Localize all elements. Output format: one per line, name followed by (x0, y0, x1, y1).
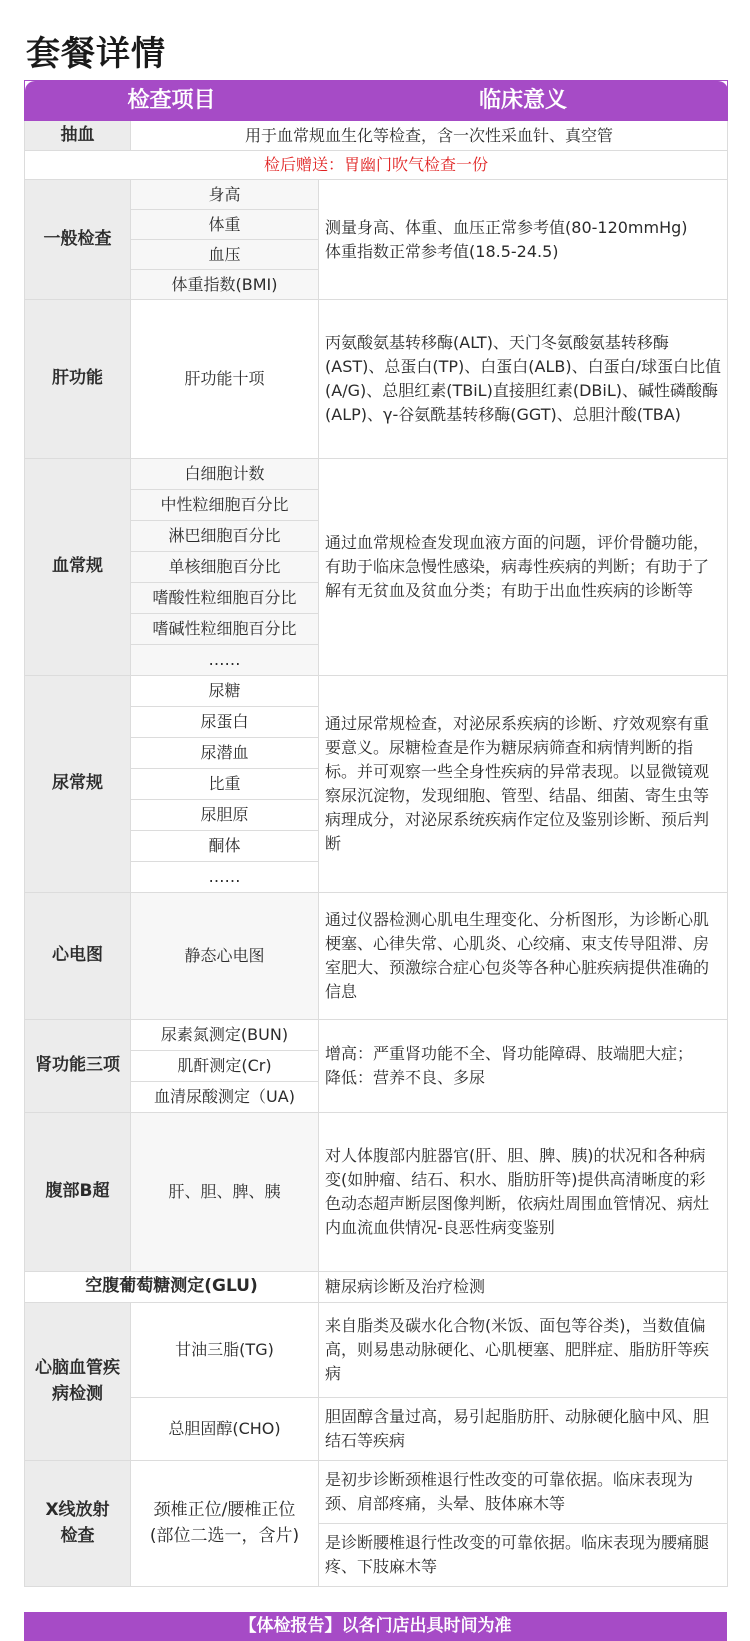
category-general: 一般检查 (25, 180, 131, 300)
desc-liver: 丙氨酸氨基转移酶(ALT)、天门冬氨酸氨基转移酶(AST)、总蛋白(TP)、白蛋白(ALB)、白蛋白/球蛋白比值(A/G)、总胆红素(TBiL)直接胆红素(DBiL)、碱性磷酸酶(ALP)、γ-谷氨酰基转移酶(GGT)、总胆汁酸(TBA) (319, 300, 728, 459)
item-blood-routine: 嗜碱性粒细胞百分比 (131, 614, 319, 645)
row-urine (25, 676, 728, 707)
row-kidney (25, 1020, 728, 1051)
category-urine: 尿常规 (25, 676, 131, 893)
row-ultrasound (25, 1113, 728, 1272)
item-ecg: 静态心电图 (131, 893, 319, 1020)
desc-blood-routine: 通过血常规检查发现血液方面的问题，评价骨髓功能，有助于临床急慢性感染，病毒性疾病的判断；有助于了解有无贫血及贫血分类；有助于出血性疾病的诊断等 (319, 459, 728, 676)
item-urine: 尿蛋白 (131, 707, 319, 738)
row-general (25, 180, 728, 210)
item-xray: 颈椎正位/腰椎正位 (部位二选一，含片) (131, 1461, 319, 1587)
row-blood-draw (25, 121, 728, 151)
item-blood-routine: 嗜酸性粒细胞百分比 (131, 583, 319, 614)
desc-ultrasound: 对人体腹部内脏器官(肝、胆、脾、胰)的状况和各种病变(如肿瘤、结石、积水、脂肪肝等)提供高清晰度的彩色动态超声断层图像判断，依病灶周围血管情况、病灶内血流血供情况-良恶性病变鉴别 (319, 1113, 728, 1272)
row-blood-routine (25, 459, 728, 490)
item-urine: 尿潜血 (131, 738, 319, 769)
desc-ecg: 通过仪器检测心肌电生理变化、分析图形，为诊断心肌梗塞、心律失常、心肌炎、心绞痛、束支传导阻滞、房室肥大、预激综合症心包炎等各种心脏疾病提供准确的信息 (319, 893, 728, 1020)
item-ultrasound: 肝、胆、脾、胰 (131, 1113, 319, 1272)
category-ecg: 心电图 (25, 893, 131, 1020)
gift-note: 检后赠送：胃幽门吹气检查一份 (25, 151, 728, 180)
item-cardio: 总胆固醇(CHO) (131, 1398, 319, 1461)
category-xray: X线放射检查 (25, 1461, 131, 1587)
item-kidney: 血清尿酸测定（UA) (131, 1082, 319, 1113)
row-gift (25, 151, 728, 180)
category-liver: 肝功能 (25, 300, 131, 459)
item-general: 血压 (131, 240, 319, 270)
row-cardio (25, 1303, 728, 1398)
desc-xray: 是初步诊断颈椎退行性改变的可靠依据。临床表现为颈、肩部疼痛，头晕、肢体麻木等 (319, 1461, 728, 1524)
item-blood-routine: 中性粒细胞百分比 (131, 490, 319, 521)
package-table (24, 80, 727, 1587)
row-xray (25, 1461, 728, 1524)
item-blood-routine: …… (131, 645, 319, 676)
item-urine: 尿胆原 (131, 800, 319, 831)
desc-general: 测量身高、体重、血压正常参考值(80-120mmHg) 体重指数正常参考值(18.5-24.5) (319, 180, 728, 300)
item-urine: …… (131, 862, 319, 893)
table-header (25, 81, 728, 121)
desc-cardio: 胆固醇含量过高，易引起脂肪肝、动脉硬化脑中风、胆结石等疾病 (319, 1398, 728, 1461)
item-urine: 比重 (131, 769, 319, 800)
desc-urine: 通过尿常规检查，对泌尿系疾病的诊断、疗效观察有重要意义。尿糖检查是作为糖尿病筛查和病情判断的指标。并可观察一些全身性疾病的异常表现。以显微镜观察尿沉淀物，发现细胞、管型、结晶、细菌、寄生虫等病理成分，对泌尿系统疾病作定位及鉴别诊断、预后判断 (319, 676, 728, 893)
category-glucose: 空腹葡萄糖测定(GLU) (25, 1272, 319, 1303)
header-item: 检查项目 (25, 81, 319, 121)
row-glucose (25, 1272, 728, 1303)
report-footer: 【体检报告】以各门店出具时间为准 (24, 1612, 727, 1641)
desc-glucose: 糖尿病诊断及治疗检测 (319, 1272, 728, 1303)
row-ecg (25, 893, 728, 1020)
item-urine: 酮体 (131, 831, 319, 862)
item-urine: 尿糖 (131, 676, 319, 707)
desc-kidney: 增高：严重肾功能不全、肾功能障碍、肢端肥大症； 降低：营养不良、多尿 (319, 1020, 728, 1113)
category-blood-draw: 抽血 (25, 121, 131, 151)
item-cardio: 甘油三脂(TG) (131, 1303, 319, 1398)
item-kidney: 尿素氮测定(BUN) (131, 1020, 319, 1051)
item-kidney: 肌酐测定(Cr) (131, 1051, 319, 1082)
item-blood-routine: 白细胞计数 (131, 459, 319, 490)
category-cardio: 心脑血管疾病检测 (25, 1303, 131, 1461)
category-blood-routine: 血常规 (25, 459, 131, 676)
header-meaning: 临床意义 (319, 81, 728, 121)
item-general: 身高 (131, 180, 319, 210)
page-title: 套餐详情 (26, 34, 166, 74)
category-ultrasound: 腹部B超 (25, 1113, 131, 1272)
category-kidney: 肾功能三项 (25, 1020, 131, 1113)
desc-cardio: 来自脂类及碳水化合物(米饭、面包等谷类)，当数值偏高，则易患动脉硬化、心肌梗塞、肥胖症、脂肪肝等疾病 (319, 1303, 728, 1398)
row-liver (25, 300, 728, 459)
desc-xray: 是诊断腰椎退行性改变的可靠依据。临床表现为腰痛腿疼、下肢麻木等 (319, 1524, 728, 1587)
item-general: 体重 (131, 210, 319, 240)
item-blood-routine: 单核细胞百分比 (131, 552, 319, 583)
desc-blood-draw: 用于血常规血生化等检查，含一次性采血针、真空管 (131, 121, 728, 151)
item-blood-routine: 淋巴细胞百分比 (131, 521, 319, 552)
item-liver: 肝功能十项 (131, 300, 319, 459)
item-general: 体重指数(BMI) (131, 270, 319, 300)
